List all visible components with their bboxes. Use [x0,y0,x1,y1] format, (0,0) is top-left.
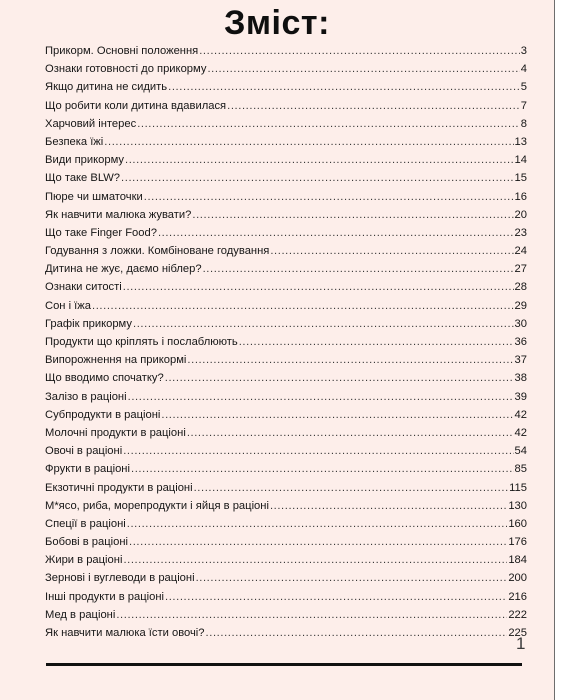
dot-leader [203,260,514,278]
toc-entry[interactable] [45,624,527,642]
dot-leader [121,169,514,187]
dot-leader [196,569,508,587]
toc-entry-label: Екзотичні продукти в раціоні [45,481,193,494]
toc-entry[interactable] [45,260,527,278]
dot-leader [194,479,509,497]
toc-entry-page: 36 [514,336,527,348]
toc-entry-label: Годування з ложки. Комбіноване годування [45,245,270,258]
toc-entry-label: Що таке BLW? [45,172,121,185]
toc-entry-label: Залізо в раціоні [45,390,127,403]
toc-entry[interactable] [45,133,527,151]
toc-entry[interactable] [45,406,527,424]
toc-entry[interactable] [45,278,527,296]
toc-entry-page: 54 [514,445,527,458]
dot-leader [270,497,507,515]
dot-leader [270,242,513,260]
toc-entry-page: 8 [520,117,527,130]
dot-leader [137,115,520,133]
toc-entry-page: 30 [514,317,527,330]
dot-leader [104,133,513,151]
toc-entry-label: Інші продукти в раціоні [45,590,165,603]
dot-leader [125,151,514,169]
dot-leader [199,42,520,60]
toc-entry[interactable] [45,442,527,460]
toc-entry-label: Мед в раціоні [45,608,116,621]
toc-entry-page: 160 [508,517,527,530]
toc-entry[interactable] [45,606,527,624]
toc-entry-label: Субпродукти в раціоні [45,408,161,421]
dot-leader [128,388,514,406]
toc-entry-label: Як навчити малюка жувати? [45,208,192,221]
dot-leader [187,351,513,369]
toc-entry[interactable] [45,78,527,96]
toc-entry-page: 23 [514,226,527,239]
dot-leader [165,369,514,387]
toc-entry-page: 28 [514,281,527,294]
toc-entry[interactable] [45,424,527,442]
dot-leader [127,515,508,533]
toc-entry-page: 16 [514,190,527,203]
toc-entry-page: 29 [514,299,527,312]
dot-leader [227,97,520,115]
toc-entry[interactable] [45,497,527,515]
toc-entry-label: Безпека їжі [45,135,104,148]
toc-entry-page: 225 [508,627,527,639]
toc-entry-label: Дитина не жує, даємо ніблер? [45,263,202,276]
toc-entry-label: Що вводимо спочатку? [45,372,164,385]
toc-entry-label: Якщо дитина не сидить [45,81,168,94]
toc-entry-label: Молочні продукти в раціоні [45,426,186,439]
page-edge [554,0,564,700]
toc-entry-label: Сон і їжа [45,299,91,312]
dot-leader [187,424,514,442]
toc-entry-page: 42 [514,426,527,439]
footer-rule [46,663,522,666]
toc-entry[interactable] [45,315,527,333]
toc-entry-label: Ознаки ситості [45,281,122,294]
dot-leader [123,442,513,460]
toc-entry[interactable] [45,369,527,387]
toc-entry-page: 4 [520,63,527,76]
dot-leader [129,533,507,551]
toc-entry-label: Графік прикорму [45,317,132,330]
toc-entry-label: Пюре чи шматочки [45,190,143,203]
dot-leader [165,588,507,606]
toc-entry-label: Як навчити малюка їсти овочі? [45,627,205,639]
toc-entry-label: Жири в раціоні [45,554,123,567]
toc-entry-label: Ознаки готовності до прикорму [45,63,207,76]
page-title: Зміст: [224,4,330,42]
toc-entry[interactable] [45,388,527,406]
toc-entry-label: Зернові і вуглеводи в раціоні [45,572,195,585]
dot-leader [144,188,514,206]
dot-leader [133,315,514,333]
dot-leader [206,624,508,642]
toc-entry[interactable] [45,97,527,115]
toc-entry-label: Випорожнення на прикормі [45,354,187,367]
toc-entry[interactable] [45,115,527,133]
toc-entry-label: Прикорм. Основні положення [45,45,199,57]
toc-entry[interactable] [45,297,527,315]
toc-entry-label: Продукти що кріплять і послаблюють [45,336,238,348]
toc-entry-label: Харчовий інтерес [45,117,137,130]
dot-leader [131,460,514,478]
toc-entry-page: 27 [514,263,527,276]
dot-leader [123,551,507,569]
toc-entry-page: 42 [514,408,527,421]
toc-entry-label: Що таке Finger Food? [45,226,157,239]
page-number: 1 [516,634,526,653]
toc-entry-page: 15 [514,172,527,185]
toc-entry-page: 37 [514,354,527,367]
toc-entry[interactable] [45,515,527,533]
dot-leader [192,206,513,224]
dot-leader [239,333,514,351]
toc-entry-page: 24 [514,245,527,258]
toc-entry-label: Бобові в раціоні [45,536,129,549]
dot-leader [161,406,513,424]
toc-entry[interactable] [45,569,527,587]
toc-entry[interactable] [45,224,527,242]
toc-entry-page: 38 [514,372,527,385]
dot-leader [123,278,514,296]
toc-entry-label: Спеції в раціоні [45,517,126,530]
toc-entry[interactable] [45,333,527,351]
toc-entry[interactable] [45,533,527,551]
dot-leader [207,60,519,78]
toc-entry[interactable] [45,60,527,78]
toc-entry-page: 85 [514,463,527,476]
toc-entry[interactable] [45,42,527,60]
toc-entry-page: 14 [514,154,527,167]
toc-entry[interactable] [45,169,527,187]
toc-entry-page: 3 [520,45,527,57]
toc-entry-page: 216 [508,590,527,603]
toc-entry[interactable] [45,206,527,224]
dot-leader [92,297,514,315]
toc-entry[interactable] [45,188,527,206]
toc-entry-page: 184 [508,554,527,567]
toc-entry-label: Види прикорму [45,154,125,167]
toc-entry-page: 176 [508,536,527,549]
toc-entry-page: 130 [508,499,527,512]
toc-entry-label: Фрукти в раціоні [45,463,130,476]
dot-leader [168,78,520,96]
toc-entry-label: М*ясо, риба, морепродукти і яйця в раціоні [45,499,269,512]
toc-entry-page: 13 [514,135,527,148]
toc-entry[interactable] [45,242,527,260]
dot-leader [158,224,514,242]
toc-entry[interactable] [45,351,527,369]
dot-leader [116,606,507,624]
toc-entry-page: 7 [520,99,527,112]
toc-entry[interactable] [45,479,527,497]
toc-entry-page: 20 [514,208,527,221]
toc-entry[interactable] [45,151,527,169]
toc-entry[interactable] [45,460,527,478]
toc-entry-page: 222 [508,608,527,621]
toc-entry-label: Що робити коли дитина вдавилася [45,99,227,112]
toc-entry-page: 115 [509,481,527,494]
toc-entry-label: Овочі в раціоні [45,445,123,458]
toc-entry[interactable] [45,551,527,569]
toc-entry[interactable] [45,588,527,606]
table-of-contents [45,42,527,642]
toc-entry-page: 5 [520,81,527,94]
toc-entry-page: 39 [514,390,527,403]
toc-entry-page: 200 [508,572,527,585]
